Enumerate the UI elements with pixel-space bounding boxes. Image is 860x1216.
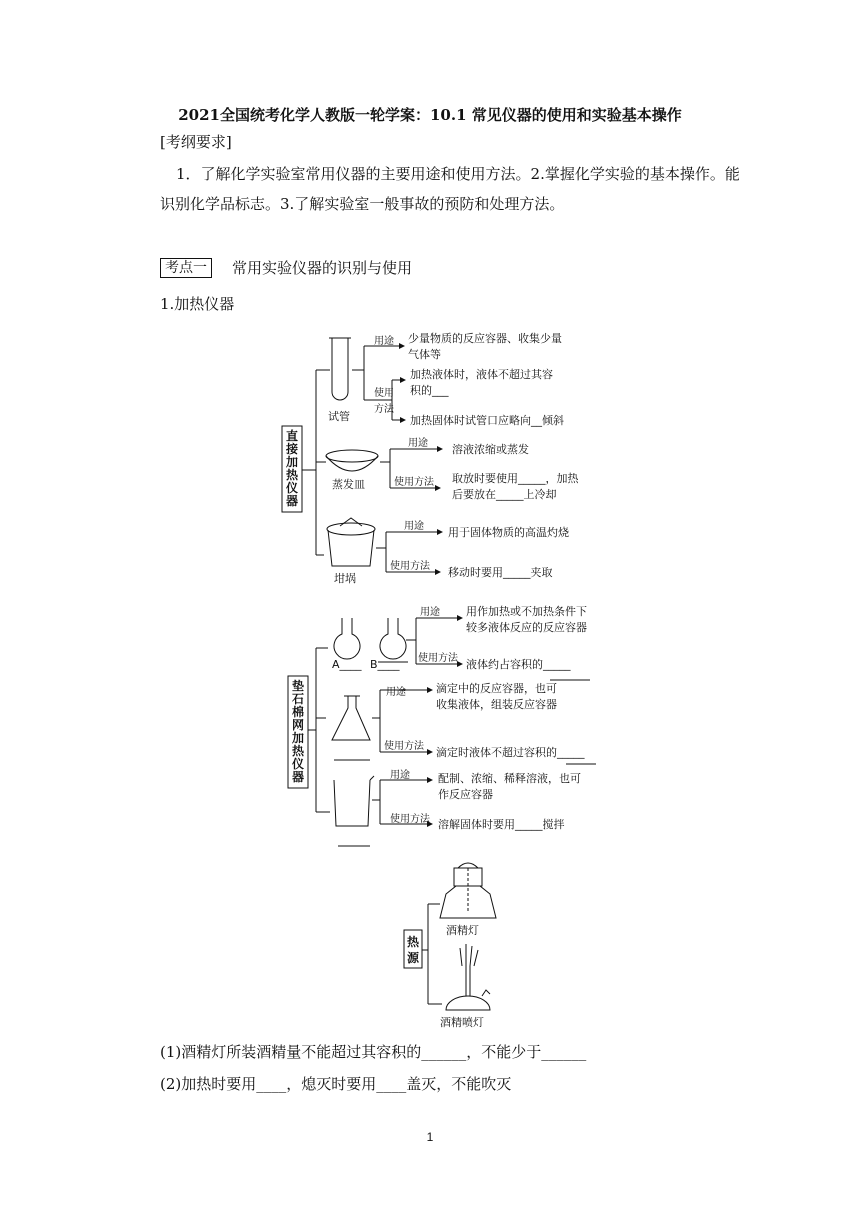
crucible-method-1: 移动时要用_____夹取 bbox=[448, 566, 553, 579]
beaker-use-line-1: 配制、浓缩、稀释溶液，也可 bbox=[438, 772, 581, 785]
crucible-label: 坩埚 bbox=[334, 572, 356, 585]
conical-method-1: 滴定时液体不超过容积的_____ bbox=[436, 746, 585, 759]
test-tube-use-line-2: 气体等 bbox=[408, 348, 441, 361]
test-tube-use-tag: 用途 bbox=[374, 336, 394, 347]
evaporating-dish-method-2: 后要放在_____上冷却 bbox=[452, 488, 557, 501]
flasks-use-line-2: 较多液体反应的反应容器 bbox=[466, 621, 587, 634]
heat-source-char-1: 热 bbox=[407, 935, 420, 949]
crucible-use-tag: 用途 bbox=[404, 521, 424, 532]
evaporating-dish-label: 蒸发皿 bbox=[332, 478, 365, 491]
flasks-use-line-1: 用作加热或不加热条件下 bbox=[466, 605, 587, 618]
heat-source-char-2: 源 bbox=[407, 951, 420, 965]
direct-heating-group-char-6: 器 bbox=[286, 494, 299, 508]
asbestos-group-char-1: 垫 bbox=[292, 679, 305, 693]
evaporating-dish-use: 溶液浓缩或蒸发 bbox=[452, 443, 529, 456]
test-tube-method-tag-1: 使用 bbox=[374, 388, 394, 399]
alcohol-blowtorch-icon bbox=[446, 996, 490, 1010]
test-tube-label: 试管 bbox=[328, 410, 350, 423]
asbestos-group-char-2: 石 bbox=[292, 692, 305, 706]
flasks-method-tag: 使用方法 bbox=[418, 653, 458, 664]
beaker-icon bbox=[334, 780, 370, 826]
test-tube-method-tag-2: 方法 bbox=[374, 404, 394, 415]
asbestos-group-char-5: 加 bbox=[292, 731, 305, 745]
conical-use-tag: 用途 bbox=[386, 687, 406, 698]
asbestos-group-char-6: 热 bbox=[292, 744, 305, 758]
evaporating-dish-method-tag: 使用方法 bbox=[394, 477, 434, 488]
beaker-method-1: 溶解固体时要用_____搅拌 bbox=[438, 818, 565, 831]
syllabus-line-2: 识别化学品标志。3.了解实验室一般事故的预防和处理方法。 bbox=[160, 195, 565, 213]
direct-heating-group-char-5: 仪 bbox=[286, 481, 299, 495]
note-1: (1)酒精灯所装酒精量不能超过其容积的______，不能少于______ bbox=[160, 1043, 587, 1061]
direct-heating-group-char-1: 直 bbox=[286, 429, 299, 443]
topic-subheading: 1.加热仪器 bbox=[160, 295, 235, 313]
evaporating-dish-icon bbox=[326, 456, 378, 471]
topic-box-label: 考点一 bbox=[160, 258, 212, 278]
test-tube-method-2: 加热固体时试管口应略向__倾斜 bbox=[410, 414, 564, 427]
alcohol-lamp-label: 酒精灯 bbox=[446, 924, 479, 937]
conical-use-line-2: 收集液体，组装反应容器 bbox=[436, 698, 557, 711]
page-number: 1 bbox=[426, 1130, 434, 1144]
evaporating-dish-use-tag: 用途 bbox=[408, 438, 428, 449]
conical-method-tag: 使用方法 bbox=[384, 741, 424, 752]
syllabus-heading: [考纲要求] bbox=[160, 133, 232, 151]
asbestos-group-char-7: 仪 bbox=[292, 757, 305, 771]
direct-heating-group-char-3: 加 bbox=[286, 455, 299, 469]
syllabus-line-1: 1．了解化学实验室常用仪器的主要用途和使用方法。2.掌握化学实验的基本操作。能 bbox=[176, 165, 740, 183]
conical-use-line-1: 滴定中的反应容器，也可 bbox=[436, 682, 557, 695]
crucible-use: 用于固体物质的高温灼烧 bbox=[448, 526, 569, 539]
test-tube-method-1b: 积的___ bbox=[410, 384, 449, 397]
flask-b-label: B____ bbox=[370, 658, 400, 671]
note-2: (2)加热时要用____，熄灭时要用____盖灭，不能吹灭 bbox=[160, 1075, 512, 1093]
topic-title: 常用实验仪器的识别与使用 bbox=[232, 259, 413, 277]
test-tube-use-line-1: 少量物质的反应容器、收集少量 bbox=[408, 332, 562, 345]
beaker-use-line-2: 作反应容器 bbox=[438, 788, 493, 801]
alcohol-blowtorch-label: 酒精喷灯 bbox=[440, 1016, 484, 1029]
conical-flask-icon bbox=[332, 696, 370, 740]
flasks-use-tag: 用途 bbox=[420, 607, 440, 618]
direct-heating-group-char-2: 接 bbox=[286, 442, 299, 456]
asbestos-group-char-3: 棉 bbox=[292, 705, 305, 719]
asbestos-group-char-4: 网 bbox=[292, 718, 305, 732]
round-bottom-flask-icon bbox=[334, 618, 360, 659]
test-tube-icon bbox=[332, 338, 348, 400]
beaker-use-tag: 用途 bbox=[390, 770, 410, 781]
document-title: 2021全国统考化学人教版一轮学案：10.1 常见仪器的使用和实验基本操作 bbox=[178, 106, 682, 124]
asbestos-group-char-8: 器 bbox=[292, 770, 305, 784]
test-tube-method-1a: 加热液体时，液体不超过其容 bbox=[410, 368, 553, 381]
flasks-method-1: 液体约占容积的_____ bbox=[466, 658, 571, 671]
flask-a-label: A____ bbox=[332, 658, 362, 671]
direct-heating-group-char-4: 热 bbox=[286, 468, 299, 482]
beaker-method-tag: 使用方法 bbox=[390, 814, 430, 825]
evaporating-dish-method-1: 取放时要使用_____，加热 bbox=[452, 472, 579, 485]
crucible-method-tag: 使用方法 bbox=[390, 561, 430, 572]
flat-bottom-flask-icon bbox=[380, 618, 406, 659]
